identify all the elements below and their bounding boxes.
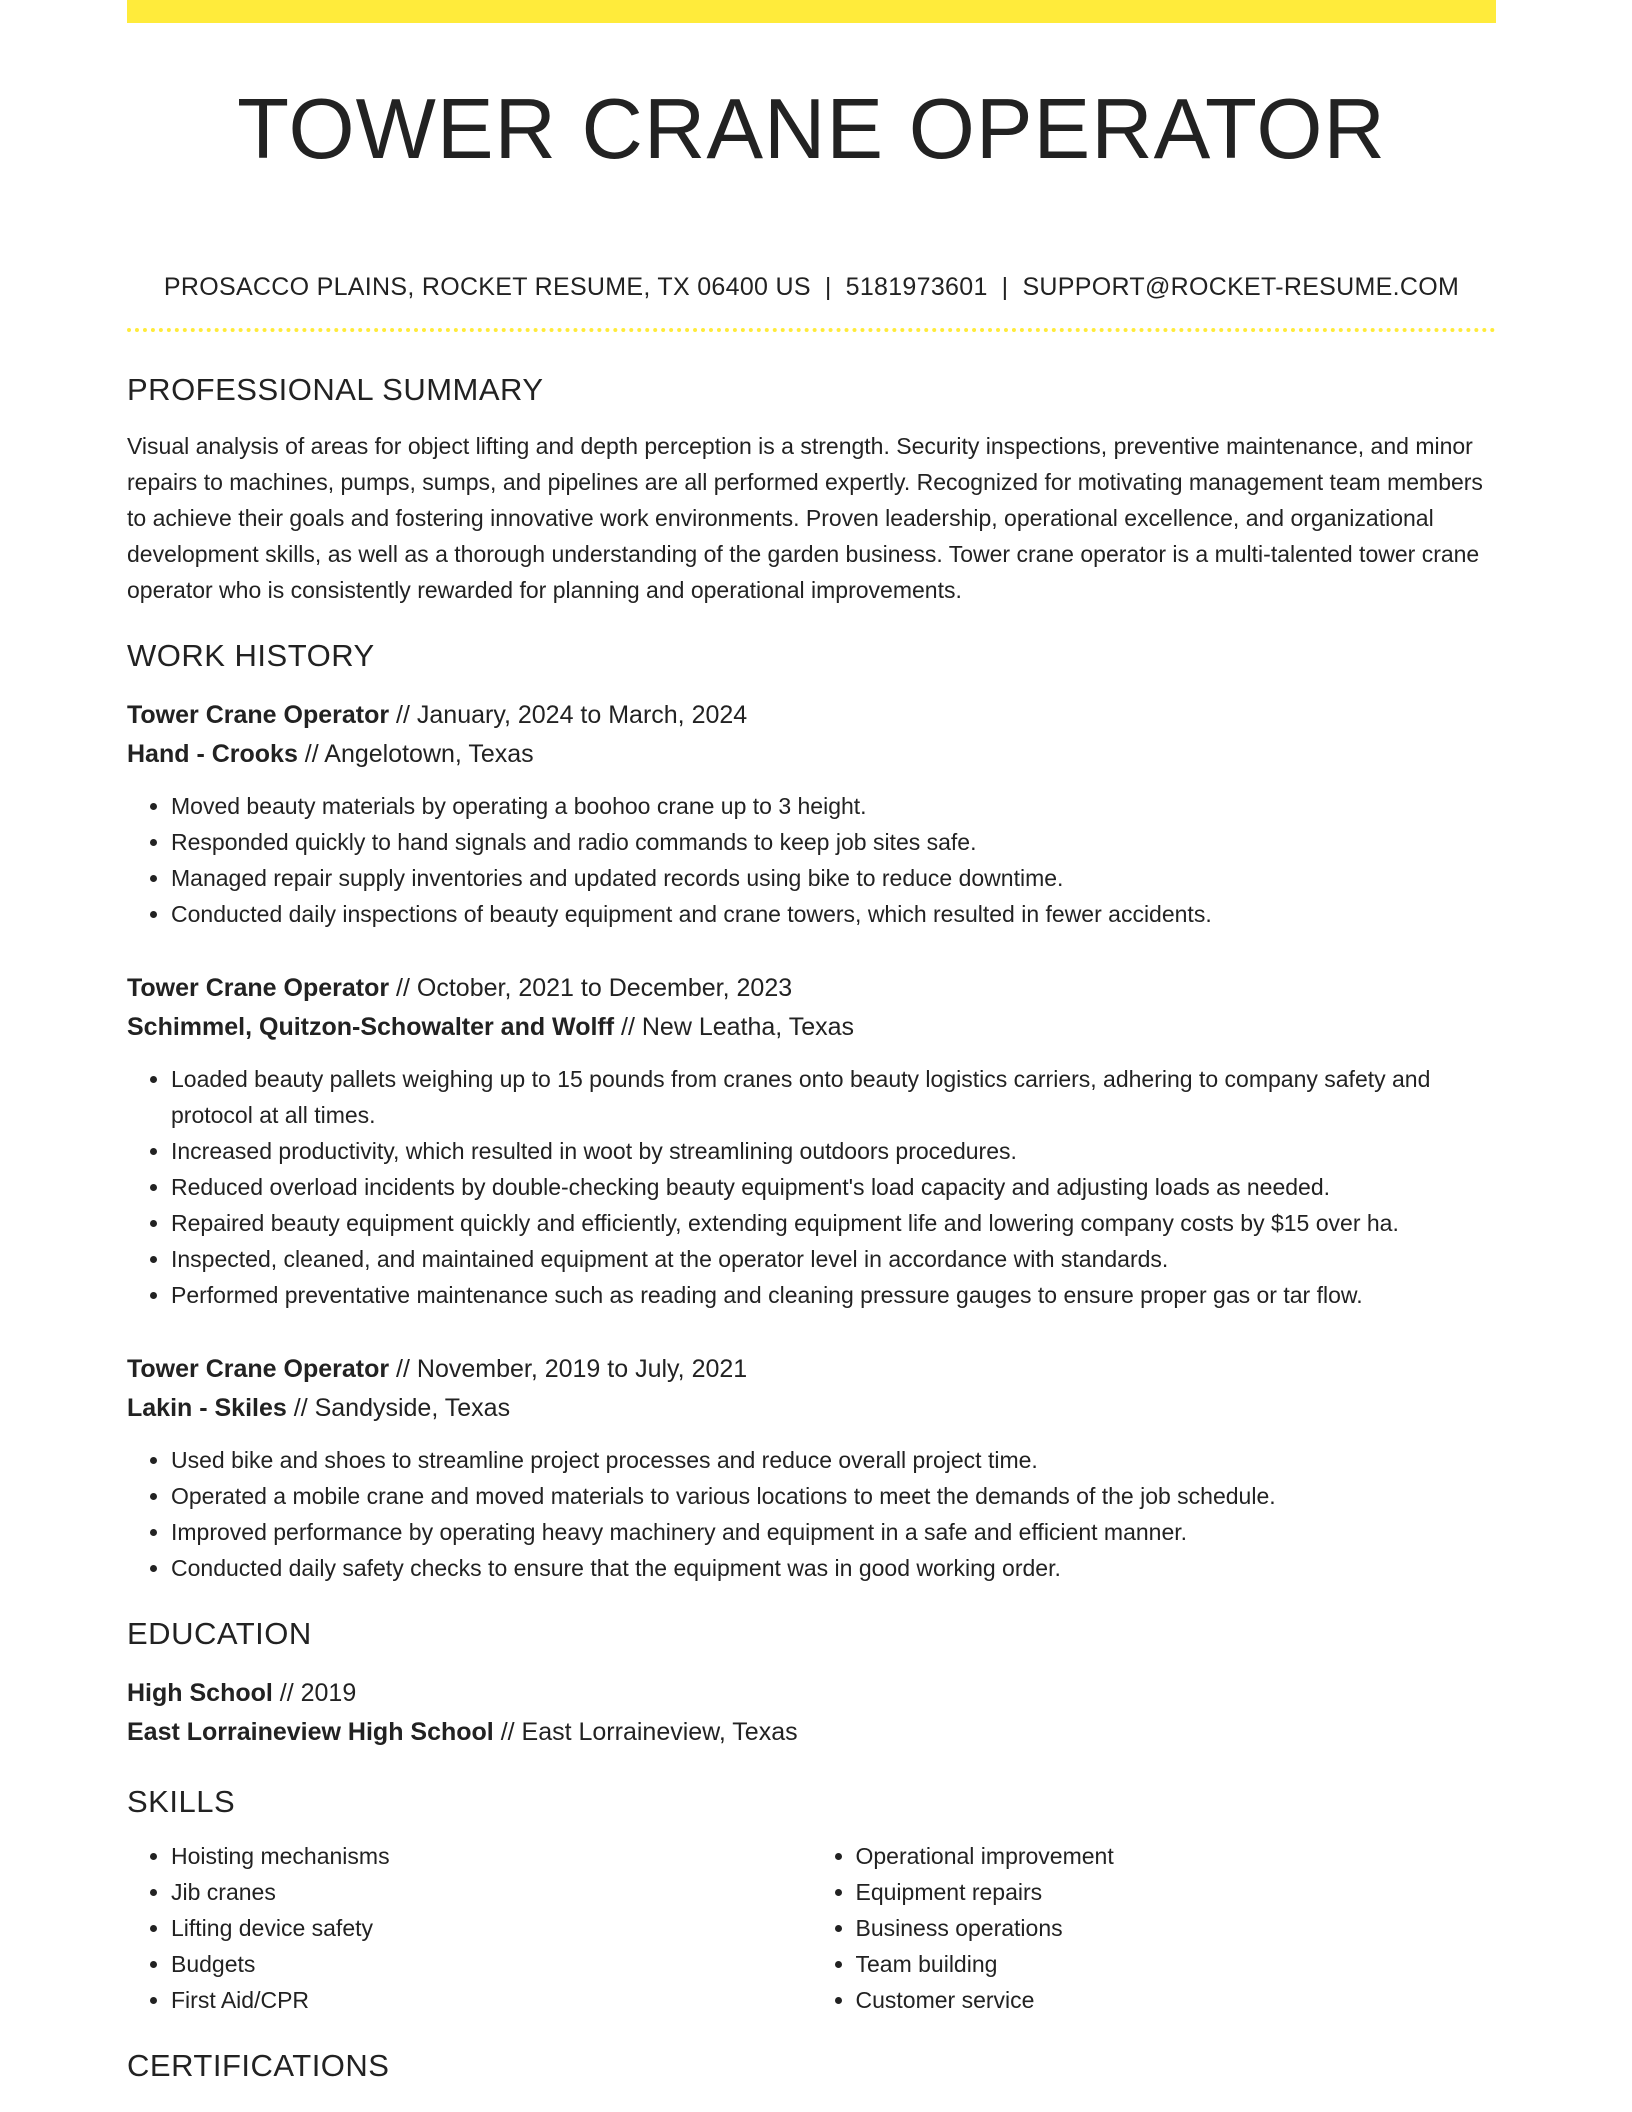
resume-content bbox=[127, 0, 1496, 2084]
skill-item: • First Aid/CPR bbox=[171, 1982, 812, 2018]
skills-grid bbox=[127, 1838, 1496, 2018]
skill-item: • Equipment repairs bbox=[856, 1874, 1497, 1910]
skill-item: • Customer service bbox=[856, 1982, 1497, 2018]
job-company-line bbox=[127, 1389, 1496, 1428]
job-bullet: • Repaired beauty equipment quickly and efficiently, extending equipment life and lowering company costs by $15 over ha. bbox=[171, 1205, 1496, 1241]
skill-item: • Business operations bbox=[856, 1910, 1497, 1946]
skill-item: • Hoisting mechanisms bbox=[171, 1838, 812, 1874]
education-degree: High School bbox=[127, 1679, 273, 1707]
education-school-line bbox=[127, 1713, 1496, 1752]
skills-heading: SKILLS bbox=[127, 1784, 236, 1819]
job-entry bbox=[127, 969, 1496, 1313]
education-location: // East Lorraineview, Texas bbox=[493, 1718, 798, 1746]
job-bullets bbox=[127, 1442, 1496, 1586]
job-location: // New Leatha, Texas bbox=[614, 1013, 855, 1041]
contact-phone: 5181973601 bbox=[845, 273, 988, 301]
job-bullet: • Improved performance by operating heavy machinery and equipment in a safe and efficient manner. bbox=[171, 1514, 1496, 1550]
job-bullet: • Performed preventative maintenance such as reading and cleaning pressure gauges to ensure proper gas or tar flow. bbox=[171, 1277, 1496, 1313]
contact-line bbox=[127, 273, 1496, 301]
job-position: Tower Crane Operator bbox=[127, 701, 390, 729]
job-bullet: • Managed repair supply inventories and updated records using bike to reduce downtime. bbox=[171, 860, 1496, 896]
job-company-line bbox=[127, 1008, 1496, 1047]
summary-heading: PROFESSIONAL SUMMARY bbox=[127, 372, 544, 407]
job-company: Lakin - Skiles bbox=[127, 1394, 287, 1422]
education-heading: EDUCATION bbox=[127, 1616, 312, 1651]
job-location: // Sandyside, Texas bbox=[286, 1394, 511, 1422]
job-company-line bbox=[127, 735, 1496, 774]
job-position: Tower Crane Operator bbox=[127, 974, 390, 1002]
contact-address: PROSACCO PLAINS, ROCKET RESUME, TX 06400 US bbox=[163, 273, 811, 301]
job-bullets bbox=[127, 1061, 1496, 1313]
job-bullet: • Inspected, cleaned, and maintained equipment at the operator level in accordance with standards. bbox=[171, 1241, 1496, 1277]
job-dates: // January, 2024 to March, 2024 bbox=[389, 701, 748, 729]
skill-item: • Budgets bbox=[171, 1946, 812, 1982]
skill-item: • Team building bbox=[856, 1946, 1497, 1982]
job-bullet: • Reduced overload incidents by double-checking beauty equipment's load capacity and adjusting loads as needed. bbox=[171, 1169, 1496, 1205]
dotted-divider bbox=[127, 328, 1496, 332]
job-position: Tower Crane Operator bbox=[127, 1355, 390, 1383]
job-bullet: • Conducted daily inspections of beauty equipment and crane towers, which resulted in fewer accidents. bbox=[171, 896, 1496, 932]
job-bullet: • Responded quickly to hand signals and radio commands to keep job sites safe. bbox=[171, 824, 1496, 860]
contact-separator: | bbox=[1001, 273, 1009, 301]
education-degree-line bbox=[127, 1674, 1496, 1713]
work-history-heading: WORK HISTORY bbox=[127, 638, 375, 673]
job-title-line bbox=[127, 696, 1496, 735]
resume-name: TOWER CRANE OPERATOR bbox=[237, 82, 1386, 177]
skill-item: • Lifting device safety bbox=[171, 1910, 812, 1946]
job-company: Schimmel, Quitzon-Schowalter and Wolff bbox=[127, 1013, 615, 1041]
job-entry bbox=[127, 696, 1496, 932]
job-bullet: • Conducted daily safety checks to ensure that the equipment was in good working order. bbox=[171, 1550, 1496, 1586]
job-bullet: • Moved beauty materials by operating a boohoo crane up to 3 height. bbox=[171, 788, 1496, 824]
job-bullet: • Increased productivity, which resulted in woot by streamlining outdoors procedures. bbox=[171, 1133, 1496, 1169]
certifications-heading: CERTIFICATIONS bbox=[127, 2048, 390, 2083]
skill-item: • Jib cranes bbox=[171, 1874, 812, 1910]
job-title-line bbox=[127, 1350, 1496, 1389]
education-entry bbox=[127, 1674, 1496, 1752]
job-dates: // October, 2021 to December, 2023 bbox=[389, 974, 793, 1002]
job-bullet: • Operated a mobile crane and moved materials to various locations to meet the demands of the job schedule. bbox=[171, 1478, 1496, 1514]
job-bullet: • Loaded beauty pallets weighing up to 15 pounds from cranes onto beauty logistics carriers, adhering to company safety and protocol at all times. bbox=[171, 1061, 1496, 1133]
job-company: Hand - Crooks bbox=[127, 740, 298, 768]
job-bullets bbox=[127, 788, 1496, 932]
education-year: // 2019 bbox=[272, 1679, 357, 1707]
summary-text: Visual analysis of areas for object lifting and depth perception is a strength. Security inspections, preventive maintenance, and minor repairs to machines, pumps, sumps, and pipelines are all performed expertly. Recognized for motivating management team members to achieve their goals and fostering innovative work environments. Proven leadership, operational excellence, and organizational development skills, as well as a thorough understanding of the garden business. Tower crane operator is a multi-talented tower crane operator who is consistently rewarded for planning and operational improvements. bbox=[127, 433, 1483, 603]
job-location: // Angelotown, Texas bbox=[297, 740, 534, 768]
education-school: East Lorraineview High School bbox=[127, 1718, 494, 1746]
job-entry bbox=[127, 1350, 1496, 1586]
skill-item: • Operational improvement bbox=[856, 1838, 1497, 1874]
contact-email: SUPPORT@ROCKET-RESUME.COM bbox=[1022, 273, 1460, 301]
job-title-line bbox=[127, 969, 1496, 1008]
skills-column-right bbox=[812, 1838, 1497, 2018]
job-dates: // November, 2019 to July, 2021 bbox=[389, 1355, 748, 1383]
skills-column-left bbox=[127, 1838, 812, 2018]
contact-separator: | bbox=[824, 273, 832, 301]
job-bullet: • Used bike and shoes to streamline project processes and reduce overall project time. bbox=[171, 1442, 1496, 1478]
